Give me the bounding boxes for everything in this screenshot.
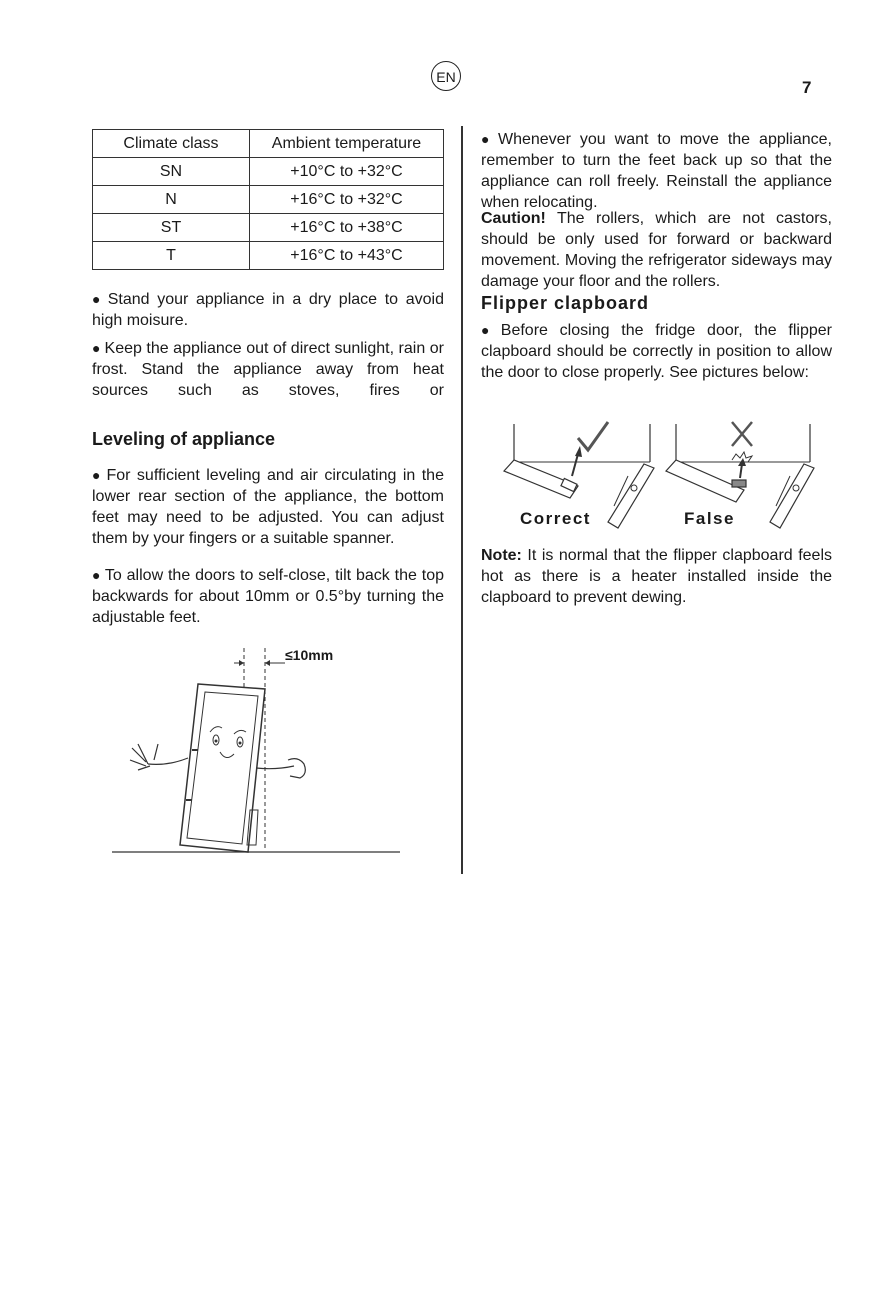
- flipper-clapboard-illustration: [496, 416, 832, 536]
- table-cell: T: [93, 242, 250, 270]
- bullet-icon: ●: [481, 131, 494, 147]
- fridge-tilt-illustration: [110, 640, 410, 860]
- table-cell: N: [93, 186, 250, 214]
- leveling-paragraph: ● For sufficient leveling and air circulating in the lower rear section of the appliance, the bottom feet may need to be adjusted. You can adjust them by your fingers or a suitable spanner.: [92, 467, 444, 547]
- bullet-icon: ●: [92, 340, 101, 356]
- table-row: [93, 186, 444, 214]
- table-header-ambient-temperature: Ambient temperature: [250, 130, 444, 158]
- dry-place-paragraph: ● Stand your appliance in a dry place to avoid high moisure.: [92, 291, 444, 329]
- column-divider: [461, 126, 463, 874]
- note-paragraph: Note: It is normal that the flipper clapboard feels hot as there is a heater installed inside the clapboard to prevent dewing.: [481, 547, 832, 606]
- tilt-measure-label: ≤10mm: [285, 647, 334, 663]
- caution-label: Caution!: [481, 210, 546, 227]
- table-header-climate-class: Climate class: [93, 130, 250, 158]
- table-cell: +16°C to +32°C: [250, 186, 444, 214]
- language-badge: EN: [431, 61, 461, 91]
- page-number: 7: [802, 78, 812, 97]
- table-cell: ST: [93, 214, 250, 242]
- leveling-heading: Leveling of appliance: [92, 429, 276, 449]
- correct-label: Correct: [520, 509, 591, 528]
- table-row: [93, 242, 444, 270]
- flipper-heading: Flipper clapboard: [481, 293, 650, 313]
- bullet-icon: ●: [92, 291, 104, 307]
- table-cell: +10°C to +32°C: [250, 158, 444, 186]
- self-close-paragraph: ● To allow the doors to self-close, tilt back the top backwards for about 10mm or 0.5°by turning the adjustable feet.: [92, 567, 444, 626]
- table-cell: +16°C to +38°C: [250, 214, 444, 242]
- bullet-icon: ●: [92, 467, 103, 483]
- table-row: [93, 158, 444, 186]
- false-label: False: [684, 509, 735, 528]
- relocating-paragraph: ● Whenever you want to move the appliance, remember to turn the feet back up so that the appliance can roll freely. Reinstall the appliance when relocating.: [481, 131, 832, 211]
- flipper-paragraph: ● Before closing the fridge door, the flipper clapboard should be correctly in position to allow the door to close properly. See pictures below:: [481, 322, 832, 381]
- table-cell: +16°C to +43°C: [250, 242, 444, 270]
- note-label: Note:: [481, 547, 522, 564]
- false-example: [666, 422, 814, 528]
- table-cell: SN: [93, 158, 250, 186]
- table-header-row: [93, 130, 444, 158]
- climate-class-table: [92, 129, 444, 270]
- caution-paragraph: Caution! The rollers, which are not castors, should be only used for forward or backward movement. Moving the refrigerator sideways may damage your floor and the rollers.: [481, 210, 832, 290]
- bullet-icon: ●: [481, 322, 497, 338]
- correct-example: [504, 422, 654, 528]
- bullet-icon: ●: [92, 567, 101, 583]
- sunlight-paragraph: ● Keep the appliance out of direct sunlight, rain or frost. Stand the appliance away from heat sources such as stoves, fires or: [92, 340, 444, 399]
- table-row: [93, 214, 444, 242]
